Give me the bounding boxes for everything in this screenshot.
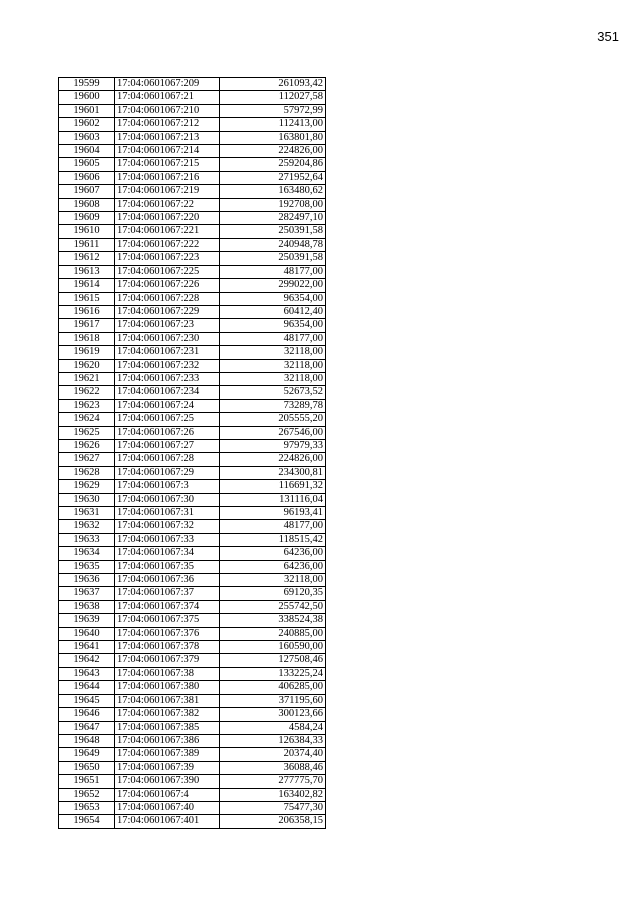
- row-number-cell: 19634: [59, 547, 115, 560]
- cadastral-number-cell: 17:04:0601067:380: [115, 681, 220, 694]
- row-number-cell: 19644: [59, 681, 115, 694]
- cadastral-value-cell: 240885,00: [220, 627, 326, 640]
- table-row: [59, 386, 326, 399]
- table-row: [59, 305, 326, 318]
- cadastral-number-cell: 17:04:0601067:228: [115, 292, 220, 305]
- cadastral-value-cell: 97979,33: [220, 439, 326, 452]
- row-number-cell: 19609: [59, 212, 115, 225]
- cadastral-value-cell: 52673,52: [220, 386, 326, 399]
- row-number-cell: 19635: [59, 560, 115, 573]
- table-row: [59, 694, 326, 707]
- cadastral-value-cell: 96193,41: [220, 507, 326, 520]
- row-number-cell: 19631: [59, 507, 115, 520]
- cadastral-number-cell: 17:04:0601067:212: [115, 118, 220, 131]
- cadastral-value-cell: 406285,00: [220, 681, 326, 694]
- row-number-cell: 19601: [59, 104, 115, 117]
- row-number-cell: 19633: [59, 533, 115, 546]
- cadastral-number-cell: 17:04:0601067:229: [115, 305, 220, 318]
- cadastral-number-cell: 17:04:0601067:381: [115, 694, 220, 707]
- cadastral-value-cell: 131116,04: [220, 493, 326, 506]
- table-row: [59, 78, 326, 91]
- row-number-cell: 19616: [59, 305, 115, 318]
- cadastral-value-cell: 116691,32: [220, 480, 326, 493]
- table-row: [59, 801, 326, 814]
- cadastral-value-cell: 371195,60: [220, 694, 326, 707]
- cadastral-number-cell: 17:04:0601067:213: [115, 131, 220, 144]
- cadastral-number-cell: 17:04:0601067:374: [115, 600, 220, 613]
- table-row: [59, 265, 326, 278]
- row-number-cell: 19632: [59, 520, 115, 533]
- cadastral-value-cell: 48177,00: [220, 332, 326, 345]
- table-row: [59, 346, 326, 359]
- cadastral-value-cell: 112027,58: [220, 91, 326, 104]
- table-row: [59, 480, 326, 493]
- row-number-cell: 19605: [59, 158, 115, 171]
- row-number-cell: 19630: [59, 493, 115, 506]
- table-row: [59, 279, 326, 292]
- table-row: [59, 426, 326, 439]
- cadastral-value-cell: 206358,15: [220, 815, 326, 828]
- cadastral-number-cell: 17:04:0601067:379: [115, 654, 220, 667]
- row-number-cell: 19650: [59, 761, 115, 774]
- table-row: [59, 708, 326, 721]
- cadastral-number-cell: 17:04:0601067:389: [115, 748, 220, 761]
- cadastral-number-cell: 17:04:0601067:40: [115, 801, 220, 814]
- table-row: [59, 171, 326, 184]
- cadastral-number-cell: 17:04:0601067:376: [115, 627, 220, 640]
- cadastral-number-cell: 17:04:0601067:223: [115, 252, 220, 265]
- row-number-cell: 19636: [59, 574, 115, 587]
- cadastral-number-cell: 17:04:0601067:210: [115, 104, 220, 117]
- cadastral-value-cell: 48177,00: [220, 520, 326, 533]
- cadastral-value-cell: 126384,33: [220, 734, 326, 747]
- cadastral-value-cell: 250391,58: [220, 225, 326, 238]
- cadastral-number-cell: 17:04:0601067:36: [115, 574, 220, 587]
- cadastral-number-cell: 17:04:0601067:38: [115, 667, 220, 680]
- cadastral-value-cell: 96354,00: [220, 319, 326, 332]
- table-row: [59, 359, 326, 372]
- cadastral-number-cell: 17:04:0601067:230: [115, 332, 220, 345]
- cadastral-value-cell: 240948,78: [220, 238, 326, 251]
- cadastral-number-cell: 17:04:0601067:214: [115, 145, 220, 158]
- cadastral-number-cell: 17:04:0601067:216: [115, 171, 220, 184]
- cadastral-value-cell: 163480,62: [220, 185, 326, 198]
- table-row: [59, 681, 326, 694]
- cadastral-number-cell: 17:04:0601067:386: [115, 734, 220, 747]
- cadastral-number-cell: 17:04:0601067:22: [115, 198, 220, 211]
- cadastral-value-cell: 60412,40: [220, 305, 326, 318]
- table-row: [59, 332, 326, 345]
- table-row: [59, 788, 326, 801]
- cadastral-value-cell: 4584,24: [220, 721, 326, 734]
- cadastral-value-cell: 160590,00: [220, 641, 326, 654]
- table-row: [59, 225, 326, 238]
- row-number-cell: 19639: [59, 614, 115, 627]
- row-number-cell: 19645: [59, 694, 115, 707]
- table-row: [59, 748, 326, 761]
- row-number-cell: 19628: [59, 466, 115, 479]
- row-number-cell: 19608: [59, 198, 115, 211]
- table-row: [59, 292, 326, 305]
- row-number-cell: 19602: [59, 118, 115, 131]
- table-body: [59, 78, 326, 829]
- cadastral-number-cell: 17:04:0601067:23: [115, 319, 220, 332]
- cadastral-value-cell: 36088,46: [220, 761, 326, 774]
- cadastral-value-cell: 259204,86: [220, 158, 326, 171]
- table-row: [59, 238, 326, 251]
- row-number-cell: 19606: [59, 171, 115, 184]
- table-row: [59, 212, 326, 225]
- row-number-cell: 19647: [59, 721, 115, 734]
- cadastral-number-cell: 17:04:0601067:28: [115, 453, 220, 466]
- table-row: [59, 493, 326, 506]
- cadastral-number-cell: 17:04:0601067:32: [115, 520, 220, 533]
- row-number-cell: 19603: [59, 131, 115, 144]
- table-row: [59, 587, 326, 600]
- row-number-cell: 19629: [59, 480, 115, 493]
- cadastral-value-cell: 192708,00: [220, 198, 326, 211]
- table-row: [59, 91, 326, 104]
- table-row: [59, 439, 326, 452]
- table-row: [59, 533, 326, 546]
- table-row: [59, 158, 326, 171]
- row-number-cell: 19607: [59, 185, 115, 198]
- cadastral-number-cell: 17:04:0601067:390: [115, 775, 220, 788]
- cadastral-value-cell: 48177,00: [220, 265, 326, 278]
- cadastral-value-cell: 277775,70: [220, 775, 326, 788]
- cadastral-number-cell: 17:04:0601067:225: [115, 265, 220, 278]
- row-number-cell: 19599: [59, 78, 115, 91]
- table-row: [59, 761, 326, 774]
- row-number-cell: 19619: [59, 346, 115, 359]
- cadastral-number-cell: 17:04:0601067:39: [115, 761, 220, 774]
- row-number-cell: 19610: [59, 225, 115, 238]
- table-row: [59, 507, 326, 520]
- cadastral-number-cell: 17:04:0601067:33: [115, 533, 220, 546]
- table-row: [59, 614, 326, 627]
- row-number-cell: 19613: [59, 265, 115, 278]
- table-row: [59, 104, 326, 117]
- table-row: [59, 815, 326, 828]
- cadastral-number-cell: 17:04:0601067:26: [115, 426, 220, 439]
- row-number-cell: 19642: [59, 654, 115, 667]
- cadastral-value-cell: 133225,24: [220, 667, 326, 680]
- cadastral-value-cell: 300123,66: [220, 708, 326, 721]
- cadastral-number-cell: 17:04:0601067:24: [115, 399, 220, 412]
- cadastral-number-cell: 17:04:0601067:29: [115, 466, 220, 479]
- cadastral-value-cell: 32118,00: [220, 574, 326, 587]
- row-number-cell: 19626: [59, 439, 115, 452]
- cadastral-number-cell: 17:04:0601067:221: [115, 225, 220, 238]
- row-number-cell: 19652: [59, 788, 115, 801]
- cadastral-value-cell: 163402,82: [220, 788, 326, 801]
- table-row: [59, 319, 326, 332]
- cadastral-number-cell: 17:04:0601067:226: [115, 279, 220, 292]
- cadastral-value-cell: 127508,46: [220, 654, 326, 667]
- cadastral-value-cell: 163801,80: [220, 131, 326, 144]
- table-row: [59, 574, 326, 587]
- cadastral-value-cell: 69120,35: [220, 587, 326, 600]
- cadastral-value-cell: 205555,20: [220, 413, 326, 426]
- cadastral-value-cell: 75477,30: [220, 801, 326, 814]
- cadastral-value-cell: 271952,64: [220, 171, 326, 184]
- row-number-cell: 19627: [59, 453, 115, 466]
- cadastral-number-cell: 17:04:0601067:233: [115, 372, 220, 385]
- table-row: [59, 667, 326, 680]
- row-number-cell: 19638: [59, 600, 115, 613]
- table-row: [59, 654, 326, 667]
- cadastral-number-cell: 17:04:0601067:3: [115, 480, 220, 493]
- cadastral-number-cell: 17:04:0601067:209: [115, 78, 220, 91]
- table-row: [59, 600, 326, 613]
- cadastral-number-cell: 17:04:0601067:382: [115, 708, 220, 721]
- cadastral-value-cell: 32118,00: [220, 346, 326, 359]
- row-number-cell: 19641: [59, 641, 115, 654]
- cadastral-number-cell: 17:04:0601067:34: [115, 547, 220, 560]
- cadastral-value-cell: 96354,00: [220, 292, 326, 305]
- row-number-cell: 19623: [59, 399, 115, 412]
- cadastral-value-cell: 112413,00: [220, 118, 326, 131]
- table-row: [59, 547, 326, 560]
- table-row: [59, 118, 326, 131]
- cadastral-value-cell: 64236,00: [220, 560, 326, 573]
- row-number-cell: 19612: [59, 252, 115, 265]
- row-number-cell: 19615: [59, 292, 115, 305]
- table-row: [59, 734, 326, 747]
- row-number-cell: 19620: [59, 359, 115, 372]
- cadastral-number-cell: 17:04:0601067:31: [115, 507, 220, 520]
- row-number-cell: 19640: [59, 627, 115, 640]
- cadastral-number-cell: 17:04:0601067:385: [115, 721, 220, 734]
- cadastral-number-cell: 17:04:0601067:375: [115, 614, 220, 627]
- cadastral-number-cell: 17:04:0601067:222: [115, 238, 220, 251]
- cadastral-value-cell: 282497,10: [220, 212, 326, 225]
- row-number-cell: 19611: [59, 238, 115, 251]
- cadastral-value-cell: 261093,42: [220, 78, 326, 91]
- row-number-cell: 19621: [59, 372, 115, 385]
- row-number-cell: 19614: [59, 279, 115, 292]
- row-number-cell: 19637: [59, 587, 115, 600]
- row-number-cell: 19649: [59, 748, 115, 761]
- table-row: [59, 466, 326, 479]
- row-number-cell: 19643: [59, 667, 115, 680]
- table-row: [59, 131, 326, 144]
- cadastral-value-cell: 250391,58: [220, 252, 326, 265]
- table-row: [59, 198, 326, 211]
- row-number-cell: 19618: [59, 332, 115, 345]
- table-row: [59, 145, 326, 158]
- row-number-cell: 19646: [59, 708, 115, 721]
- row-number-cell: 19622: [59, 386, 115, 399]
- cadastral-number-cell: 17:04:0601067:30: [115, 493, 220, 506]
- cadastral-number-cell: 17:04:0601067:25: [115, 413, 220, 426]
- row-number-cell: 19625: [59, 426, 115, 439]
- table-row: [59, 372, 326, 385]
- cadastral-value-cell: 20374,40: [220, 748, 326, 761]
- cadastral-value-cell: 224826,00: [220, 453, 326, 466]
- cadastral-value-cell: 118515,42: [220, 533, 326, 546]
- row-number-cell: 19604: [59, 145, 115, 158]
- page-number: 351: [597, 29, 619, 44]
- cadastral-value-cell: 64236,00: [220, 547, 326, 560]
- cadastral-number-cell: 17:04:0601067:234: [115, 386, 220, 399]
- cadastral-value-cell: 224826,00: [220, 145, 326, 158]
- cadastral-value-table: [58, 77, 326, 829]
- cadastral-value-cell: 57972,99: [220, 104, 326, 117]
- row-number-cell: 19654: [59, 815, 115, 828]
- cadastral-value-cell: 32118,00: [220, 372, 326, 385]
- cadastral-value-cell: 32118,00: [220, 359, 326, 372]
- cadastral-number-cell: 17:04:0601067:231: [115, 346, 220, 359]
- table-row: [59, 252, 326, 265]
- row-number-cell: 19624: [59, 413, 115, 426]
- table-row: [59, 399, 326, 412]
- row-number-cell: 19648: [59, 734, 115, 747]
- row-number-cell: 19617: [59, 319, 115, 332]
- cadastral-value-cell: 299022,00: [220, 279, 326, 292]
- table-row: [59, 641, 326, 654]
- table-row: [59, 627, 326, 640]
- table-row: [59, 560, 326, 573]
- cadastral-number-cell: 17:04:0601067:37: [115, 587, 220, 600]
- table-row: [59, 453, 326, 466]
- cadastral-number-cell: 17:04:0601067:401: [115, 815, 220, 828]
- cadastral-number-cell: 17:04:0601067:220: [115, 212, 220, 225]
- table-row: [59, 520, 326, 533]
- row-number-cell: 19651: [59, 775, 115, 788]
- cadastral-number-cell: 17:04:0601067:378: [115, 641, 220, 654]
- table-row: [59, 185, 326, 198]
- cadastral-value-cell: 73289,78: [220, 399, 326, 412]
- cadastral-number-cell: 17:04:0601067:232: [115, 359, 220, 372]
- table-row: [59, 721, 326, 734]
- cadastral-number-cell: 17:04:0601067:35: [115, 560, 220, 573]
- cadastral-value-cell: 234300,81: [220, 466, 326, 479]
- row-number-cell: 19600: [59, 91, 115, 104]
- cadastral-number-cell: 17:04:0601067:21: [115, 91, 220, 104]
- table-row: [59, 413, 326, 426]
- cadastral-number-cell: 17:04:0601067:4: [115, 788, 220, 801]
- cadastral-number-cell: 17:04:0601067:27: [115, 439, 220, 452]
- cadastral-number-cell: 17:04:0601067:219: [115, 185, 220, 198]
- cadastral-value-cell: 255742,50: [220, 600, 326, 613]
- cadastral-value-cell: 267546,00: [220, 426, 326, 439]
- row-number-cell: 19653: [59, 801, 115, 814]
- cadastral-value-cell: 338524,38: [220, 614, 326, 627]
- table-row: [59, 775, 326, 788]
- cadastral-number-cell: 17:04:0601067:215: [115, 158, 220, 171]
